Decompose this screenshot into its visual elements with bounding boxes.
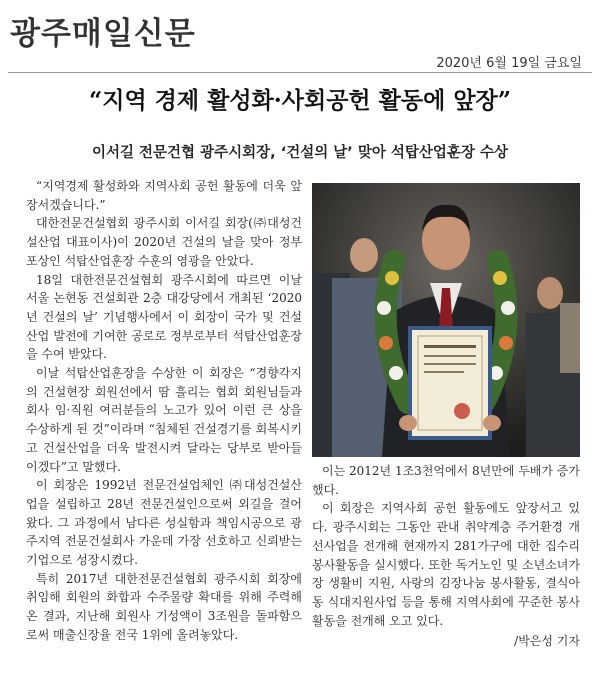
- award-photo-illustration: [312, 183, 580, 457]
- header-divider: [8, 72, 592, 73]
- reporter-byline: /박은성 기자: [514, 634, 580, 649]
- paragraph: 18일 대한전문건설협회 광주시회에 따르면 이날 서울 논현동 건설회관 2층 대강당에서 개최된 ‘2020년 건설의 날’ 기념행사에서 이 회장이 국가 및 건설산업 발전에 기여한 공로로 정부로부터 석탑산업훈장을 수여 받았다.: [26, 272, 302, 362]
- article-body-right-column: [312, 462, 580, 651]
- paragraph: 이는 2012년 1조3천억에서 8년만에 두배가 증가했다.: [312, 464, 580, 497]
- article-subheadline: 이서길 전문건협 광주시회장, ‘건설의 날’ 맞아 석탑산업훈장 수상: [91, 145, 509, 161]
- paragraph: 특히 2017년 대한전문건설협회 광주시회 회장에 취임해 회원의 화합과 수주물량 확대를 위해 주력해온 결과, 지난해 회원사 기성액이 3조원을 돌파함으로써 매출신장율 전국 1위에 올려놓았다.: [26, 571, 302, 642]
- publication-date: 2020년 6월 19일 금요일: [436, 56, 582, 71]
- paragraph: “지역경제 활성화와 지역사회 공헌 활동에 더욱 앞장서겠습니다.”: [26, 179, 302, 212]
- paragraph: 이날 석탑산업훈장을 수상한 이 회장은 “경향각지의 건설현장 회원선에서 땀 흘리는 협회 회원님들과 회사 임·직원 여러분들의 노고가 있어 이런 큰 상을 수상하게 된 것”이라며 “침체된 건설경기를 회복시키고 건설산업을 더욱 발전시켜 달라는 당부로 받아들이겠다”고 말했다.: [26, 366, 302, 474]
- article-body-left-column: [26, 177, 302, 645]
- paragraph: 이 회장은 지역사회 공헌 활동에도 앞장서고 있다. 광주시회는 그동안 관내 취약계층 주거환경 개선사업을 전개해 현재까지 281가구에 대한 집수리 봉사활동을 실시했다. 또한 독거노인 및 소년소녀가장 생활비 지원, 사랑의 김장나눔 봉사활동, 결식아동 식대지원사업 등을 통해 지역사회에 꾸준한 봉사활동을 전개해 오고 있다.: [312, 501, 580, 628]
- paragraph: 이 회장은 1992년 전문건설업체인 ㈜대성건설산업을 설립하고 28년 전문건설인으로써 외길을 걸어왔다. 그 과정에서 남다른 성실함과 책임시공으로 광주지역 전문건설회사 가운데 가장 선호하고 신뢰받는 기업으로 성장시켰다.: [26, 478, 302, 568]
- newspaper-masthead: 광주매일신문: [10, 16, 196, 52]
- award-photo: [312, 183, 580, 457]
- paragraph: 대한전문건설협회 광주시회 이서길 회장(㈜대성건설산업 대표이사)이 2020년 건설의 날을 맞아 정부포상인 석탑산업훈장 수훈의 영광을 안았다.: [26, 216, 302, 268]
- article-headline: “지역 경제 활성화·사회공헌 활동에 앞장”: [89, 87, 511, 114]
